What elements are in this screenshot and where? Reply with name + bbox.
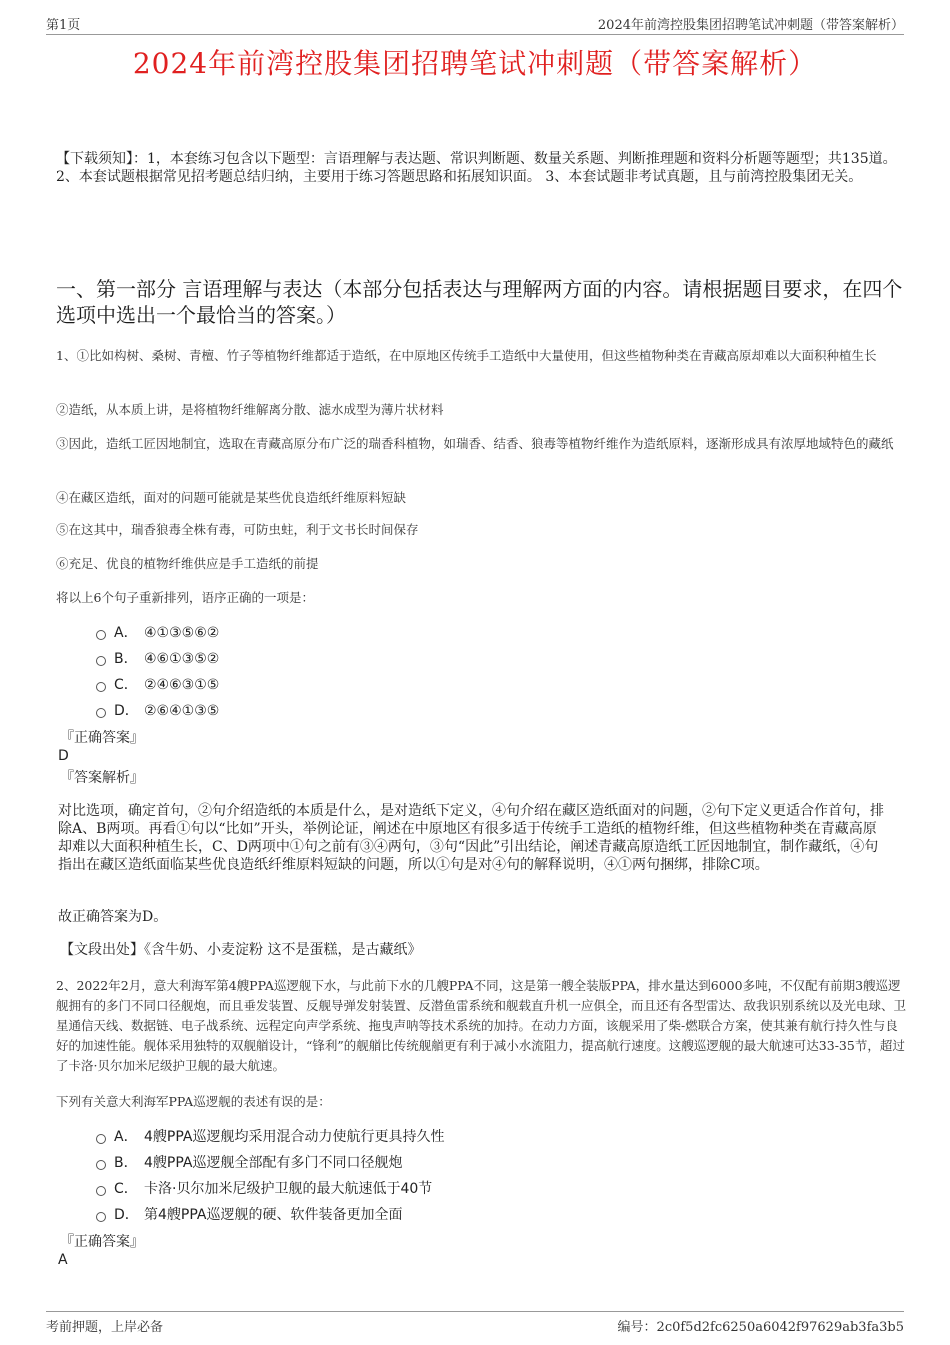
- q1-answer-label: 『正确答案』: [60, 730, 144, 746]
- q1-conclusion: 故正确答案为D。: [58, 909, 168, 925]
- q1-sentence-2: ②造纸，从本质上讲，是将植物纤维解离分散、滤水成型为薄片状材料: [56, 402, 444, 417]
- q1-analysis: 对比选项，确定首句，②句介绍造纸的本质是什么，是对造纸下定义，④句介绍在藏区造纸面对的问题，②句下定义更适合作首句，排除A、B两项。再看①句以“比如”开头，举例论证，阐述在中原地区有很多适于传统手工造纸的植物纤维，但这些植物种类在青藏高原却难以大面积种植生长，C、D两项中①句之前有③④两句，③句“因此”引出结论，阐述青藏高原造纸工匠因地制宜，制作藏纸，④句指出在藏区造纸面临某些优良造纸纤维原料短缺的问题，所以①句是对④句的解释说明，④①两句捆绑，排除C项。: [58, 803, 884, 873]
- q1-sentence-6: ⑥充足、优良的植物纤维供应是手工造纸的前提: [56, 556, 319, 571]
- q1-option-b[interactable]: B． ④⑥①③⑤②: [96, 646, 896, 672]
- q1-option-a[interactable]: A． ④①③⑤⑥②: [96, 620, 896, 646]
- q2-options: [96, 1124, 896, 1228]
- q2-option-b[interactable]: B． 4艘PPA巡逻舰全部配有多门不同口径舰炮: [96, 1150, 896, 1176]
- q1-option-d[interactable]: D． ②⑥④①③⑤: [96, 698, 896, 724]
- q1-sentence-5: ⑤在这其中，瑞香狼毒全株有毒，可防虫蛀，利于文书长时间保存: [56, 522, 419, 537]
- q1-answer: D: [58, 748, 69, 764]
- radio-icon[interactable]: [96, 1186, 106, 1196]
- q1-analysis-label: 『答案解析』: [60, 770, 144, 786]
- q2-option-d[interactable]: D． 第4艘PPA巡逻舰的硬、软件装备更加全面: [96, 1202, 896, 1228]
- q1-option-c[interactable]: C． ②④⑥③①⑤: [96, 672, 896, 698]
- radio-icon[interactable]: [96, 630, 106, 640]
- footer-doc-id: 编号：2c0f5d2fc6250a6042f97629ab3fa3b5: [617, 1320, 904, 1335]
- radio-icon[interactable]: [96, 682, 106, 692]
- q1-options: [96, 620, 896, 724]
- q1-sentence-4: ④在藏区造纸，面对的问题可能就是某些优良造纸纤维原料短缺: [56, 490, 407, 505]
- radio-icon[interactable]: [96, 656, 106, 666]
- header-doc-title: 2024年前湾控股集团招聘笔试冲刺题（带答案解析）: [597, 18, 904, 33]
- footer-slogan: 考前押题，上岸必备: [46, 1320, 164, 1335]
- page-header: [46, 12, 904, 35]
- q2-option-a[interactable]: A． 4艘PPA巡逻舰均采用混合动力使航行更具持久性: [96, 1124, 896, 1150]
- q1-prompt: 将以上6个句子重新排列，语序正确的一项是：: [56, 590, 314, 605]
- q1-sentence-1: 1、①比如构树、桑树、青檀、竹子等植物纤维都适于造纸，在中原地区传统手工造纸中大量使用，但这些植物种类在青藏高原却难以大面积种植生长: [56, 348, 877, 363]
- radio-icon[interactable]: [96, 708, 106, 718]
- radio-icon[interactable]: [96, 1212, 106, 1222]
- q2-prompt: 下列有关意大利海军PPA巡逻舰的表述有误的是：: [56, 1094, 331, 1109]
- page-number: 第1页: [46, 18, 81, 33]
- section-heading: 一、第一部分 言语理解与表达（本部分包括表达与理解两方面的内容。请根据题目要求，在四个选项中选出一个最恰当的答案。）: [56, 277, 903, 327]
- radio-icon[interactable]: [96, 1160, 106, 1170]
- q2-answer: A: [58, 1252, 68, 1268]
- q2-option-c[interactable]: C． 卡洛·贝尔加米尼级护卫舰的最大航速低于40节: [96, 1176, 896, 1202]
- q2-answer-label: 『正确答案』: [60, 1234, 144, 1250]
- q1-sentence-3: ③因此，造纸工匠因地制宜，选取在青藏高原分布广泛的瑞香科植物，如瑞香、结香、狼毒等植物纤维作为造纸原料，逐渐形成具有浓厚地域特色的藏纸: [56, 436, 894, 451]
- radio-icon[interactable]: [96, 1134, 106, 1144]
- q2-passage: 2、2022年2月，意大利海军第4艘PPA巡逻舰下水，与此前下水的几艘PPA不同，这是第一艘全装版PPA，排水量达到6000多吨，不仅配有前期3艘巡逻舰拥有的多门不同口径舰炮，而且垂发装置、反舰导弹发射装置、反潜鱼雷系统和舰载直升机一应俱全，而且还有各型雷达、敌我识别系统以及光电球、卫星通信天线、数据链、电子战系统、远程定向声学系统、拖曳声呐等技术系统的加持。在动力方面，该舰采用了柴-燃联合方案，使其兼有航行持久性与良好的加速性能。舰体采用独特的双舰艏设计，“锋利”的舰艏比传统舰艏更有利于减小水流阻力，提高航行速度。这艘巡逻舰的最大航速可达33-35节，超过了卡洛·贝尔加米尼级护卫舰的最大航速。: [56, 978, 907, 1073]
- download-notice: 【下载须知】：1，本套练习包含以下题型：言语理解与表达题、常识判断题、数量关系题、判断推理题和资料分析题等题型；共135道。 2、本套试题根据常见招考题总结归纳，主要用于练习答题思路和拓展知识面。 3、本套试题非考试真题，且与前湾控股集团无关。: [56, 151, 897, 185]
- q1-source: 【文段出处】《含牛奶、小麦淀粉 这不是蛋糕，是古藏纸》: [60, 942, 422, 958]
- page-footer: [46, 1311, 904, 1334]
- document-title: 2024年前湾控股集团招聘笔试冲刺题（带答案解析）: [132, 47, 818, 80]
